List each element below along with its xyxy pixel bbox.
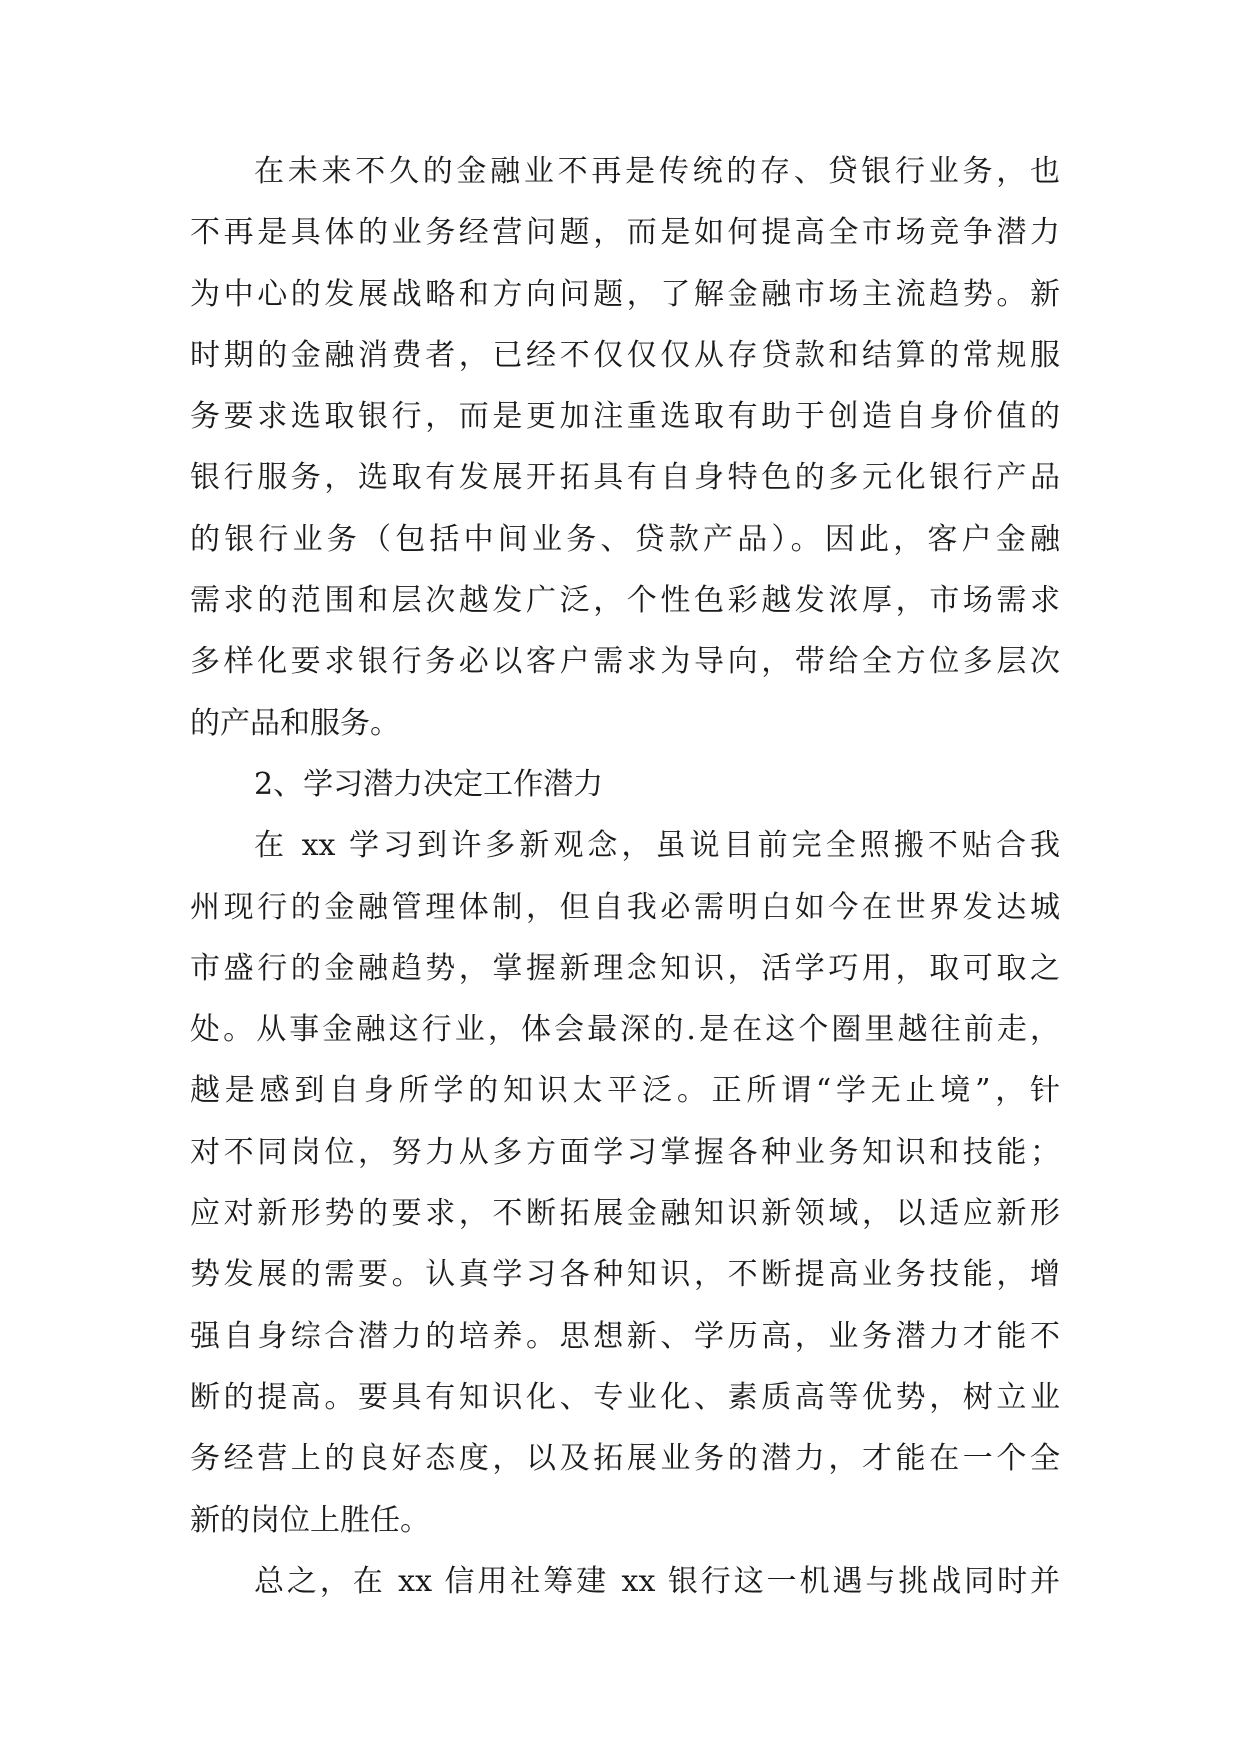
paragraph-line: 断的提高。要具有知识化、专业化、素质高等优势，树立业 xyxy=(190,1379,1060,1415)
paragraph-line: 处。从事金融这行业，体会最深的.是在这个圈里越往前走， xyxy=(190,1012,1060,1048)
paragraph-line: 应对新形势的要求，不断拓展金融知识新领域，以适应新形 xyxy=(190,1196,1060,1232)
paragraph-line: 强自身综合潜力的培养。思想新、学历高，业务潜力才能不 xyxy=(190,1318,1060,1354)
paragraph-line: 银行服务，选取有发展开拓具有自身特色的多元化银行产品 xyxy=(190,460,1060,496)
paragraph-line: 市盛行的金融趋势，掌握新理念知识，活学巧用，取可取之 xyxy=(190,950,1060,986)
paragraph-line: 越是感到自身所学的知识太平泛。正所谓“学无止境”，针 xyxy=(190,1073,1060,1109)
paragraph-line: 对不同岗位，努力从多方面学习掌握各种业务知识和技能； xyxy=(190,1134,1060,1170)
paragraph-line: 新的岗位上胜任。 xyxy=(190,1502,430,1538)
paragraph-line: 多样化要求银行务必以客户需求为导向，带给全方位多层次 xyxy=(190,644,1060,680)
paragraph-line: 势发展的需要。认真学习各种知识，不断提高业务技能，增 xyxy=(190,1257,1060,1293)
paragraph-line: 时期的金融消费者，已经不仅仅仅从存贷款和结算的常规服 xyxy=(190,337,1060,373)
paragraph-line: 在 xx 学习到许多新观念，虽说目前完全照搬不贴合我 xyxy=(254,828,1060,864)
paragraph-line: 务经营上的良好态度，以及拓展业务的潜力，才能在一个全 xyxy=(190,1441,1060,1477)
paragraph-line: 在未来不久的金融业不再是传统的存、贷银行业务，也 xyxy=(254,154,1060,189)
paragraph-line: 为中心的发展战略和方向问题，了解金融市场主流趋势。新 xyxy=(190,276,1060,312)
paragraph-line: 总之，在 xx 信用社筹建 xx 银行这一机遇与挑战同时并 xyxy=(254,1563,1060,1599)
paragraph-line: 不再是具体的业务经营问题，而是如何提高全市场竞争潜力 xyxy=(190,215,1060,251)
paragraph-line: 的产品和服务。 xyxy=(190,705,400,741)
paragraph-line: 的银行业务（包括中间业务、贷款产品）。因此，客户金融 xyxy=(190,521,1060,557)
paragraph-line: 州现行的金融管理体制，但自我必需明白如今在世界发达城 xyxy=(190,889,1060,925)
paragraph-line: 需求的范围和层次越发广泛，个性色彩越发浓厚，市场需求 xyxy=(190,583,1060,619)
paragraph-line: 务要求选取银行，而是更加注重选取有助于创造自身价值的 xyxy=(190,399,1060,435)
body-text xyxy=(190,150,1060,1621)
section-heading: 2、学习潜力决定工作潜力 xyxy=(254,766,604,802)
